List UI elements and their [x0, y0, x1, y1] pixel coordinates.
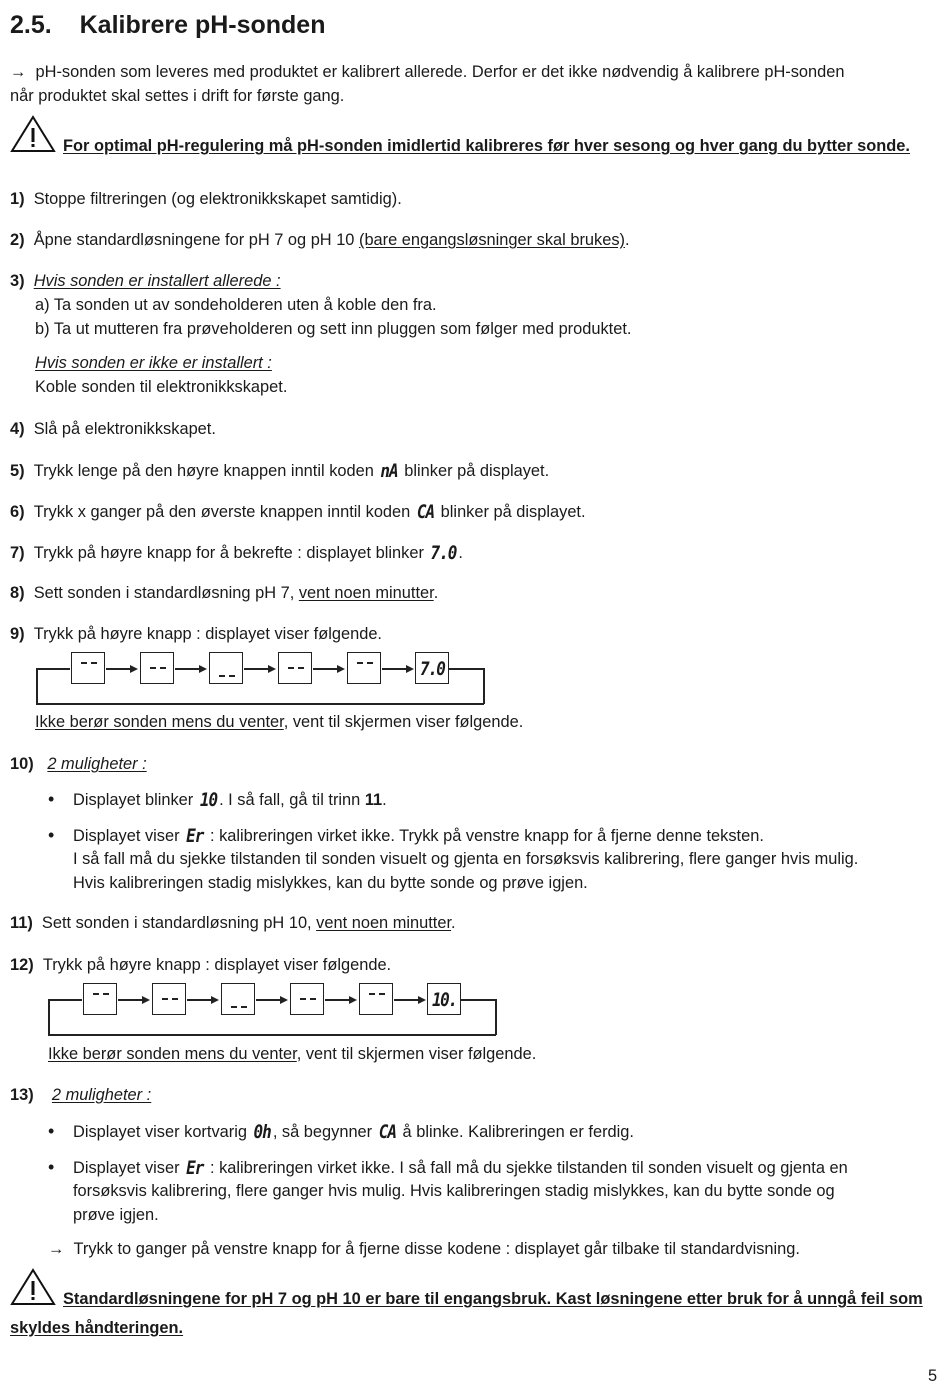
- bullet-icon: •: [48, 1121, 55, 1141]
- step-11: 11) Sett sonden i standardløsning pH 10, vent noen minutter.: [10, 914, 456, 932]
- bullet-icon: •: [48, 825, 55, 845]
- step-9: 9) Trykk på høyre knapp : displayet viser følgende.: [10, 625, 382, 643]
- bullet-icon: •: [48, 789, 55, 809]
- section-title: Kalibrere pH-sonden: [79, 11, 326, 39]
- bullet-icon: •: [48, 1157, 55, 1177]
- display-code: CA: [378, 1120, 396, 1143]
- step-3: 3) Hvis sonden er installert allerede :: [10, 272, 281, 290]
- display-code: 0h: [253, 1120, 271, 1143]
- display-code: 7.0: [430, 541, 457, 564]
- display-code: nA: [380, 459, 398, 482]
- intro-line-1: → pH-sonden som leveres med produktet er kalibrert allerede. Derfor er det ikke nødvendig å kalibrere pH-sonden: [10, 63, 845, 81]
- display-box: [71, 652, 105, 684]
- step-12: 12) Trykk på høyre knapp : displayet viser følgende.: [10, 956, 392, 974]
- display-box: [221, 983, 255, 1015]
- display-box: [290, 983, 324, 1015]
- display-code: Er: [186, 824, 204, 847]
- display-box-final: 7.0: [415, 652, 449, 684]
- display-box: [278, 652, 312, 684]
- step-10-bullet-2: Displayet viser Er : kalibreringen virket ikke. Trykk på venstre knapp for å fjerne denne teksten.: [73, 824, 764, 847]
- display-box: [209, 652, 243, 684]
- warning-text-2-line-2: skyldes håndteringen.: [10, 1319, 184, 1337]
- display-box-final: 10.: [427, 983, 461, 1015]
- step-13-bullet-1: Displayet viser kortvarig 0h , så begynner CA å blinke. Kalibreringen er ferdig.: [73, 1120, 634, 1143]
- arrow-icon: →: [48, 1240, 65, 1258]
- step-9-note: Ikke berør sonden mens du venter, vent til skjermen viser følgende.: [35, 713, 524, 731]
- step-10-bullet-2-line-3: Hvis kalibreringen stadig mislykkes, kan du bytte sonde og prøve igjen.: [73, 874, 588, 892]
- warning-icon: [10, 1267, 56, 1307]
- step-2: 2) Åpne standardløsningene for pH 7 og pH 10 (bare engangsløsninger skal brukes).: [10, 231, 630, 249]
- step-13-bullet-2-line-2: forsøksvis kalibrering, flere ganger hvis mulig. Hvis kalibreringen stadig mislykkes, kan du bytte sonde og: [73, 1182, 835, 1200]
- display-code: 10: [199, 788, 218, 811]
- display-box: [347, 652, 381, 684]
- section-heading: [10, 10, 325, 40]
- step-12-note: Ikke berør sonden mens du venter, vent til skjermen viser følgende.: [48, 1045, 537, 1063]
- step-6: 6) Trykk x ganger på den øverste knappen inntil koden CA blinker på displayet.: [10, 500, 586, 523]
- step-13-bullet-2-line-3: prøve igjen.: [73, 1206, 159, 1224]
- step-8: 8) Sett sonden i standardløsning pH 7, vent noen minutter.: [10, 584, 439, 602]
- warning-icon: [10, 114, 56, 154]
- step-3a: a) Ta sonden ut av sondeholderen uten å koble den fra.: [35, 296, 437, 314]
- step-10-bullet-1: Displayet blinker 10 . I så fall, gå til trinn 11.: [73, 788, 387, 811]
- section-number: 2.5.: [10, 11, 52, 39]
- warning-text-2-line-1: Standardløsningene for pH 7 og pH 10 er bare til engangsbruk. Kast løsningene etter bruk for å unngå feil som: [63, 1290, 923, 1308]
- step-13-bullet-2: Displayet viser Er : kalibreringen virket ikke. I så fall må du sjekke tilstanden til sonden visuelt og gjenta en: [73, 1156, 848, 1179]
- display-box: [140, 652, 174, 684]
- step-13: 13) 2 muligheter :: [10, 1086, 152, 1104]
- display-box: [83, 983, 117, 1015]
- step-3b: b) Ta ut mutteren fra prøveholderen og sett inn pluggen som følger med produktet.: [35, 320, 632, 338]
- page-number: 5: [928, 1367, 938, 1385]
- warning-text-1: For optimal pH-regulering må pH-sonden imidlertid kalibreres før hver sesong og hver gang du bytter sonde.: [63, 137, 910, 155]
- step-7: 7) Trykk på høyre knapp for å bekrefte : displayet blinker 7.0 .: [10, 541, 463, 564]
- step-4: 4) Slå på elektronikkskapet.: [10, 420, 216, 438]
- display-box: [359, 983, 393, 1015]
- step-3-alt-text: Koble sonden til elektronikkskapet.: [35, 378, 288, 396]
- arrow-icon: →: [10, 63, 27, 81]
- step-1: 1) Stoppe filtreringen (og elektronikkskapet samtidig).: [10, 190, 402, 208]
- step-5: 5) Trykk lenge på den høyre knappen inntil koden nA blinker på displayet.: [10, 459, 550, 482]
- display-box: [152, 983, 186, 1015]
- display-code: Er: [186, 1156, 204, 1179]
- intro-line-2: når produktet skal settes i drift for første gang.: [10, 87, 345, 105]
- step-3-alt-title: Hvis sonden er ikke er installert :: [35, 354, 272, 372]
- display-code: CA: [416, 500, 435, 523]
- step-10: 10) 2 muligheter :: [10, 755, 147, 773]
- step-13-arrow-note: → Trykk to ganger på venstre knapp for å fjerne disse kodene : displayet går tilbake til standardvisning.: [48, 1240, 800, 1258]
- step-10-bullet-2-line-2: I så fall må du sjekke tilstanden til sonden visuelt og gjenta en forsøksvis kalibrering, flere ganger hvis mulig.: [73, 850, 859, 868]
